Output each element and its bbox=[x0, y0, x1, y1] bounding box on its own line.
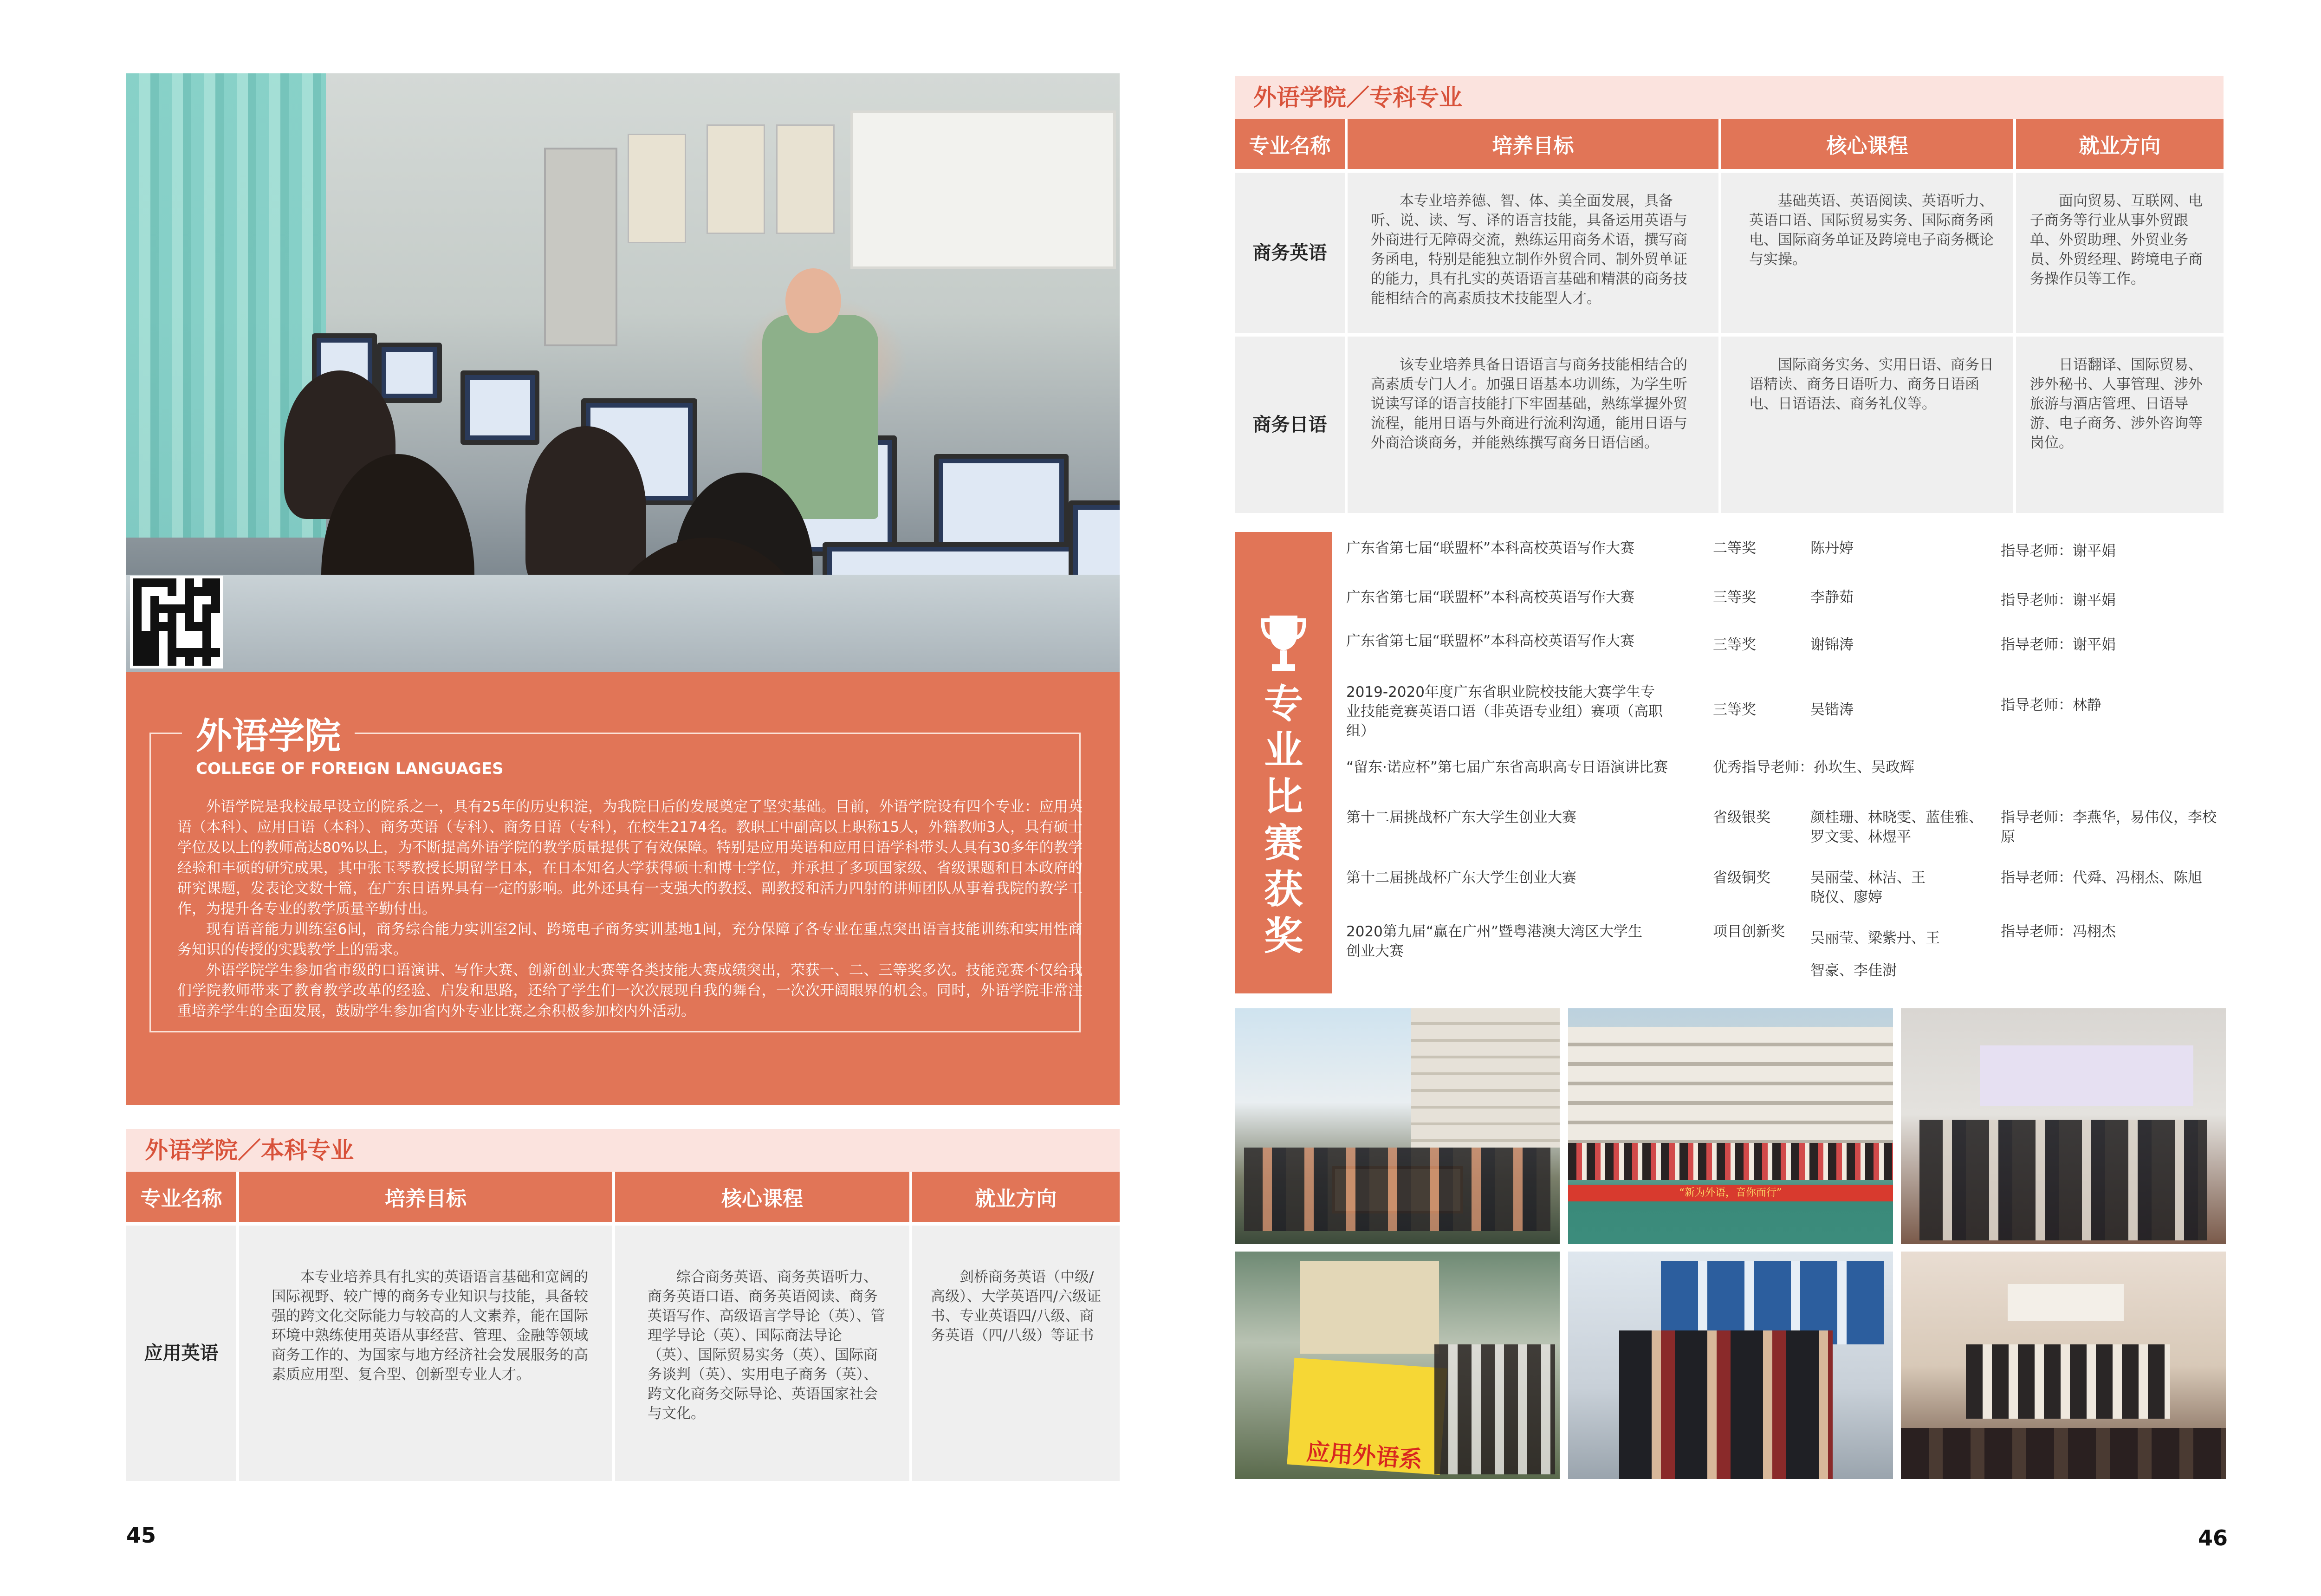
qr-module bbox=[185, 648, 194, 657]
activity-photo bbox=[1235, 1252, 1560, 1479]
award-prize: 省级银奖 bbox=[1713, 809, 1770, 826]
award-banner bbox=[1235, 532, 1332, 993]
qr-module bbox=[159, 640, 168, 649]
junior-section-title: 外语学院／专科专业 bbox=[1235, 76, 2224, 119]
award-competition: “留东·诺应杯”第七届广东省高职高专日语演讲比赛 bbox=[1346, 759, 1668, 776]
qr-module bbox=[176, 613, 185, 622]
qr-module bbox=[176, 596, 185, 605]
intro-paragraph: 现有语音能力训练室6间，商务综合能力实训室2间、跨境电子商务实训基地1间，充分保障了各专业在重点突出语言技能训练和实用性商务知识的传授的实践教学上的需求。 bbox=[177, 921, 1083, 958]
qr-module bbox=[185, 640, 194, 649]
qr-module bbox=[194, 622, 203, 631]
qr-module bbox=[211, 648, 220, 657]
qr-module bbox=[168, 622, 176, 631]
college-title: 外语学院 bbox=[182, 714, 355, 759]
qr-module bbox=[194, 587, 203, 596]
qr-module bbox=[211, 587, 220, 596]
stage-group bbox=[1966, 1344, 2170, 1419]
award-prize: 二等奖 bbox=[1713, 540, 1756, 557]
qr-module bbox=[150, 622, 159, 631]
award-student: 李静茹 bbox=[1810, 589, 1854, 606]
qr-module bbox=[168, 596, 176, 605]
qr-module bbox=[194, 631, 203, 640]
award-teacher: 指导老师：林静 bbox=[2001, 697, 2101, 714]
major-goal: 本专业培养具有扎实的英语语言基础和宽阔的国际视野、较广博的商务专业知识与技能，具备较强的跨文化交际能力与较高的人文素养，能在国际环境中熟练使用英语从事经营、管理、金融等领域商务工作的、为国家与地方经济社会发展服务的高素质应用型、复合型、创新型专业人才。 bbox=[238, 1226, 614, 1481]
group bbox=[1619, 1330, 1833, 1479]
award-prize: 三等奖 bbox=[1713, 589, 1756, 606]
qr-module bbox=[185, 578, 194, 587]
qr-module bbox=[150, 631, 159, 640]
award-teacher: 指导老师：谢平娟 bbox=[2001, 636, 2116, 653]
qr-module bbox=[168, 604, 176, 613]
major-career: 日语翻译、国际贸易、涉外秘书、人事管理、涉外旅游与酒店管理、日语导游、电子商务、涉外咨询等岗位。 bbox=[2015, 337, 2224, 513]
award-prize: 三等奖 bbox=[1713, 701, 1756, 718]
qr-module bbox=[133, 622, 142, 631]
qr-module bbox=[194, 613, 203, 622]
qr-module bbox=[150, 596, 159, 605]
qr-module bbox=[150, 648, 159, 657]
major-goal: 该专业培养具备日语语言与商务技能相结合的高素质专门人才。加强日语基本功训练，为学生听说读写译的语言技能打下牢固基础，熟练掌握外贸流程，能用日语与外商进行流利沟通，能用日语与外商洽谈商务，并能熟练撰写商务日语信函。 bbox=[1346, 337, 1720, 513]
qr-module bbox=[159, 657, 168, 666]
activity-photo bbox=[1901, 1008, 2226, 1244]
qr-module bbox=[142, 604, 150, 613]
qr-module bbox=[168, 613, 176, 622]
header-name: 专业名称 bbox=[1235, 119, 1346, 169]
major-courses: 基础英语、英语阅读、英语听力、英语口语、国际贸易实务、国际商务函电、国际商务单证及跨境电子商务概论与实操。 bbox=[1720, 173, 2015, 333]
qr-module bbox=[176, 640, 185, 649]
page-number-right: 46 bbox=[2198, 1525, 2228, 1551]
group bbox=[1244, 1148, 1550, 1231]
qr-module bbox=[202, 622, 211, 631]
header-name: 专业名称 bbox=[126, 1172, 238, 1222]
qr-module bbox=[133, 648, 142, 657]
qr-module bbox=[159, 631, 168, 640]
award-student: 吴丽莹、梁紫丹、王智豪、李佳澍 bbox=[1810, 930, 1940, 979]
major-courses: 国际商务实务、实用日语、商务日语精读、商务日语听力、商务日语函电、日语语法、商务礼仪等。 bbox=[1720, 337, 2015, 513]
qr-module bbox=[142, 622, 150, 631]
qr-module bbox=[176, 657, 185, 666]
qr-module bbox=[150, 587, 159, 596]
flag-text: 应用外语系 bbox=[1305, 1438, 1423, 1473]
qr-module bbox=[202, 631, 211, 640]
qr-module bbox=[211, 596, 220, 605]
qr-module bbox=[159, 587, 168, 596]
award-prize: 优秀指导老师：孙坎生、吴政辉 bbox=[1713, 759, 1914, 776]
qr-module bbox=[133, 640, 142, 649]
header-career: 就业方向 bbox=[2015, 119, 2224, 169]
award-teacher: 指导老师：冯栩杰 bbox=[2001, 923, 2116, 940]
table-row bbox=[1235, 173, 2224, 333]
qr-module bbox=[194, 648, 203, 657]
qr-module bbox=[211, 604, 220, 613]
major-career: 剑桥商务英语（中级/高级）、大学英语四/六级证书、专业英语四/八级、商务英语（四/八级）等证书 bbox=[911, 1226, 1120, 1481]
header-courses: 核心课程 bbox=[614, 1172, 911, 1222]
award-competition: 广东省第七届“联盟杯”本科高校英语写作大赛 bbox=[1346, 633, 1635, 649]
award-prize: 三等奖 bbox=[1713, 636, 1756, 653]
qr-module bbox=[176, 622, 185, 631]
electrical-cabinet bbox=[544, 148, 617, 346]
major-name: 商务英语 bbox=[1235, 173, 1346, 333]
qr-module bbox=[142, 587, 150, 596]
qr-module bbox=[133, 657, 142, 666]
qr-module bbox=[202, 604, 211, 613]
qr-module bbox=[202, 578, 211, 587]
award-student: 吴锴涛 bbox=[1810, 701, 1854, 718]
college-intro bbox=[126, 672, 1120, 1105]
intro-paragraph: 外语学院是我校最早设立的院系之一，具有25年的历史积淀，为我院日后的发展奠定了坚实基础。目前，外语学院设有四个专业：应用英语（本科）、应用日语（本科）、商务英语（专科）、商务日语（专科），在校生2174名。教职工中副高以上职称15人，外籍教师3人，具有硕士学位及以上的教师高达80%以上，为不断提高外语学院的教学质量提供了有效保障。特别是应用英语和应用日语学科带头人具有30多年的教学经验和丰硕的研究成果，其中张玉琴教授长期留学日本，在日本知名大学获得硕士和博士学位，并承担了多项国家级、省级课题和日本政府的研究课题，发表论文数十篇，在广东日语界具有一定的影响。此外还具有一支强大的教授、副教授和活力四射的讲师团队从事着我院的教学工作，为提升各专业的教学质量辛勤付出。 bbox=[177, 798, 1083, 917]
qr-module bbox=[211, 622, 220, 631]
flag bbox=[1287, 1358, 1447, 1475]
qr-module bbox=[168, 631, 176, 640]
wall-poster bbox=[776, 124, 835, 234]
award-teacher: 指导老师：谢平娟 bbox=[2001, 592, 2116, 609]
banner-text: “新为外语，音你而行” bbox=[1568, 1185, 1893, 1201]
header-goal: 培养目标 bbox=[1346, 119, 1720, 169]
award-student: 谢锦涛 bbox=[1810, 636, 1854, 653]
qr-module bbox=[185, 631, 194, 640]
award-competition: 2020第九届“赢在广州”暨粤港澳大湾区大学生创业大赛 bbox=[1346, 923, 1643, 960]
wall-poster bbox=[707, 124, 765, 234]
qr-module bbox=[133, 613, 142, 622]
award-student: 颜桂珊、林晓雯、蓝佳雅、罗文雯、林煜平 bbox=[1810, 809, 1983, 845]
qr-module bbox=[185, 596, 194, 605]
qr-module bbox=[202, 640, 211, 649]
qr-module bbox=[211, 657, 220, 666]
header-goal: 培养目标 bbox=[238, 1172, 614, 1222]
award-prize: 项目创新奖 bbox=[1713, 923, 1785, 940]
qr-module bbox=[211, 578, 220, 587]
junior-table bbox=[1235, 119, 2224, 513]
qr-module bbox=[133, 587, 142, 596]
qr-module bbox=[176, 631, 185, 640]
qr-module bbox=[194, 657, 203, 666]
qr-module bbox=[159, 648, 168, 657]
qr-module bbox=[185, 613, 194, 622]
qr-module bbox=[202, 657, 211, 666]
qr-module bbox=[159, 578, 168, 587]
qr-module bbox=[211, 631, 220, 640]
trophy-icon bbox=[1260, 611, 1307, 681]
major-courses: 综合商务英语、商务英语听力、商务英语口语、商务英语阅读、商务英语写作、高级语言学导论（英）、管理学导论（英）、国际商法导论（英）、国际贸易实务（英）、国际商务谈判（英）、实用电子商务（英）、跨文化商务交际导论、英语国家社会与文化。 bbox=[614, 1226, 911, 1481]
major-name: 应用英语 bbox=[126, 1226, 238, 1481]
qr-module bbox=[150, 657, 159, 666]
activity-photo bbox=[1901, 1252, 2226, 1479]
building bbox=[1411, 1008, 1560, 1148]
college-en-title: COLLEGE OF FOREIGN LANGUAGES bbox=[196, 759, 504, 778]
qr-module bbox=[176, 587, 185, 596]
activity-photo bbox=[1235, 1008, 1560, 1244]
qr-module bbox=[202, 648, 211, 657]
intro-paragraph: 外语学院学生参加省市级的口语演讲、写作大赛、创新创业大赛等各类技能大赛成绩突出，荣获一、二、三等奖多次。技能竞赛不仅给我们学院教师带来了教育教学改革的经验、启发和思路，还给了学生们一次次展现自我的舞台，一次次开阔眼界的机会。同时，外语学院非常注重培养学生的全面发展，鼓励学生参加省内外专业比赛之余积极参加校内外活动。 bbox=[177, 962, 1083, 1019]
desk bbox=[126, 575, 1120, 672]
qr-module bbox=[194, 596, 203, 605]
award-teacher: 指导老师：李燕华，易伟仪，李校原 bbox=[2001, 809, 2217, 845]
qr-module bbox=[202, 596, 211, 605]
qr-module bbox=[185, 622, 194, 631]
header-career: 就业方向 bbox=[911, 1172, 1120, 1222]
qr-module bbox=[176, 604, 185, 613]
qr-module bbox=[168, 578, 176, 587]
qr-module bbox=[185, 604, 194, 613]
group bbox=[1434, 1344, 1555, 1474]
wall-poster bbox=[628, 134, 686, 243]
award-teacher: 指导老师：代舜、冯栩杰、陈旭 bbox=[2001, 869, 2202, 886]
qr-module bbox=[176, 648, 185, 657]
undergrad-section-title: 外语学院／本科专业 bbox=[126, 1129, 1120, 1172]
qr-module bbox=[150, 578, 159, 587]
qr-module bbox=[133, 578, 142, 587]
award-competition: 广东省第七届“联盟杯”本科高校英语写作大赛 bbox=[1346, 589, 1635, 606]
qr-module bbox=[159, 613, 168, 622]
whiteboard bbox=[850, 110, 1116, 269]
qr-module bbox=[142, 578, 150, 587]
award-group bbox=[1919, 1120, 2207, 1240]
award-student: 吴丽莹、林洁、王晓仪、廖婷 bbox=[1810, 869, 1926, 906]
qr-module bbox=[133, 596, 142, 605]
audience bbox=[1901, 1428, 2226, 1479]
qr-module bbox=[142, 640, 150, 649]
qr-module bbox=[159, 604, 168, 613]
award-title: 专业比赛获奖 bbox=[1264, 681, 1303, 959]
qr-module bbox=[142, 596, 150, 605]
activity-photo bbox=[1568, 1008, 1893, 1244]
qr-module bbox=[194, 604, 203, 613]
table-header bbox=[1235, 119, 2224, 169]
monitor bbox=[460, 370, 539, 445]
student bbox=[525, 426, 646, 593]
table-row bbox=[1235, 337, 2224, 513]
qr-module bbox=[133, 604, 142, 613]
qr-module bbox=[185, 587, 194, 596]
major-goal: 本专业培养德、智、体、美全面发展，具备听、说、读、写、译的语言技能，具备运用英语与外商进行无障碍交流，熟练运用商务术语，撰写商务函电，特别是能独立制作外贸合同、制外贸单证的能力，具有扎实的英语语言基础和精湛的商务技能相结合的高素质技术技能型人才。 bbox=[1346, 173, 1720, 333]
award-competition: 第十二届挑战杯广东大学生创业大赛 bbox=[1346, 809, 1576, 826]
award-teacher: 指导老师：谢平娟 bbox=[2001, 543, 2116, 559]
qr-module bbox=[150, 604, 159, 613]
award-prize: 省级铜奖 bbox=[1713, 869, 1770, 886]
major-name: 商务日语 bbox=[1235, 337, 1346, 513]
table-row bbox=[126, 1226, 1120, 1481]
major-career: 面向贸易、互联网、电子商务等行业从事外贸跟单、外贸助理、外贸业务员、外贸经理、跨境电子商务操作员等工作。 bbox=[2015, 173, 2224, 333]
qr-module bbox=[159, 622, 168, 631]
qr-module bbox=[142, 657, 150, 666]
monitor bbox=[377, 343, 442, 403]
header-courses: 核心课程 bbox=[1720, 119, 2015, 169]
award-competition: 广东省第七届“联盟杯”本科高校英语写作大赛 bbox=[1346, 540, 1635, 557]
qr-module bbox=[168, 657, 176, 666]
qr-module bbox=[202, 613, 211, 622]
qr-module bbox=[194, 640, 203, 649]
activity-photo bbox=[1568, 1252, 1893, 1479]
teacher-head bbox=[785, 268, 841, 333]
page-number-left: 45 bbox=[126, 1523, 156, 1548]
qr-module bbox=[202, 587, 211, 596]
qr-module bbox=[168, 648, 176, 657]
stage-screen bbox=[1980, 1045, 2193, 1106]
qr-module bbox=[168, 640, 176, 649]
building bbox=[1568, 1027, 1893, 1143]
table-header bbox=[126, 1172, 1120, 1222]
qr-module bbox=[211, 613, 220, 622]
qr-module bbox=[168, 587, 176, 596]
award-student: 陈丹婷 bbox=[1810, 540, 1854, 557]
qr-module bbox=[150, 613, 159, 622]
qr-module bbox=[159, 596, 168, 605]
qr-module bbox=[185, 657, 194, 666]
qr-module bbox=[194, 578, 203, 587]
qr-code bbox=[130, 576, 223, 668]
crowd bbox=[1568, 1143, 1893, 1180]
classroom-photo bbox=[126, 73, 1120, 672]
qr-module bbox=[133, 631, 142, 640]
building-sign bbox=[1300, 1261, 1439, 1354]
undergrad-table bbox=[126, 1172, 1120, 1481]
qr-module bbox=[176, 578, 185, 587]
award-competition: 2019-2020年度广东省职业院校技能大赛学生专业技能竞赛英语口语（非英语专业组）赛项（高职组） bbox=[1346, 684, 1663, 740]
qr-module bbox=[142, 631, 150, 640]
qr-module bbox=[142, 648, 150, 657]
intro-text bbox=[177, 797, 1083, 1021]
qr-module bbox=[211, 640, 220, 649]
qr-module bbox=[150, 640, 159, 649]
qr-module bbox=[142, 613, 150, 622]
award-competition: 第十二届挑战杯广东大学生创业大赛 bbox=[1346, 869, 1576, 886]
stage-screen bbox=[2008, 1284, 2124, 1321]
